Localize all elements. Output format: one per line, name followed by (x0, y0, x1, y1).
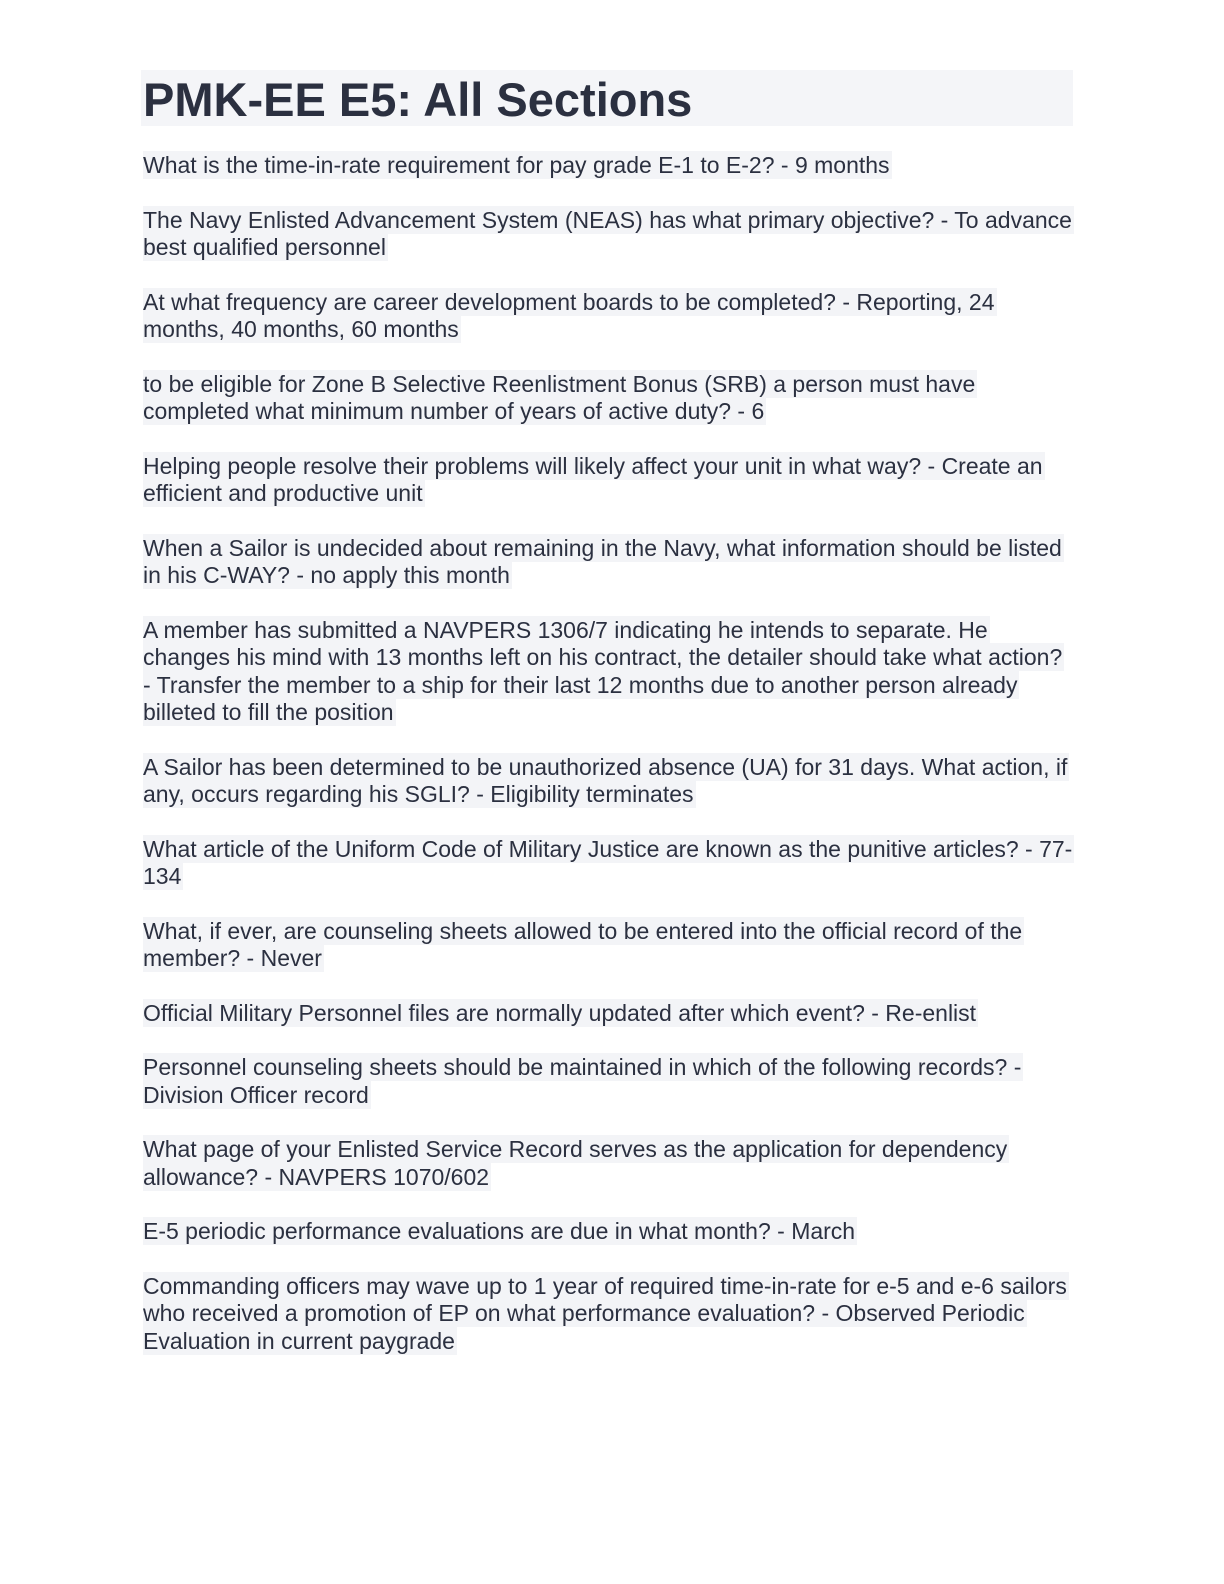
qa-item (143, 152, 1073, 180)
qa-item (143, 1136, 1073, 1191)
qa-text: Personnel counseling sheets should be maintained in which of the following records? - Division Officer record (143, 1054, 1022, 1108)
page-title: PMK-EE E5: All Sections (143, 73, 693, 126)
qa-item (143, 453, 1073, 508)
qa-text: What page of your Enlisted Service Record serves as the application for dependency allowance? - NAVPERS 1070/602 (143, 1136, 1008, 1190)
qa-text: E-5 periodic performance evaluations are due in what month? - March (143, 1218, 856, 1244)
qa-text: A member has submitted a NAVPERS 1306/7 indicating he intends to separate. He changes his mind with 13 months left on his contract, the detailer should take what action? - Transfer the member to a ship for their last 12 months due to another person already billeted to fill the position (143, 616, 1063, 725)
qa-item (143, 754, 1073, 809)
qa-text: What article of the Uniform Code of Military Justice are known as the punitive articles? - 77-134 (143, 835, 1073, 889)
qa-text: The Navy Enlisted Advancement System (NEAS) has what primary objective? - To advance best qualified personnel (143, 206, 1072, 260)
qa-item (143, 1218, 1073, 1246)
qa-text: What, if ever, are counseling sheets allowed to be entered into the official record of the member? - Never (143, 917, 1023, 971)
qa-text: Commanding officers may wave up to 1 year of required time-in-rate for e-5 and e-6 sailors who received a promotion of EP on what performance evaluation? - Observed Periodic Evaluation in current paygrade (143, 1272, 1067, 1354)
qa-item (143, 371, 1073, 426)
qa-item (143, 617, 1073, 727)
qa-item (143, 535, 1073, 590)
qa-item (143, 289, 1073, 344)
qa-text: Official Military Personnel files are normally updated after which event? - Re-enlist (143, 999, 977, 1026)
qa-item (143, 918, 1073, 973)
qa-text: When a Sailor is undecided about remaining in the Navy, what information should be listed in his C-WAY? - no apply this month (143, 534, 1062, 588)
qa-item (143, 1054, 1073, 1109)
qa-text: to be eligible for Zone B Selective Reenlistment Bonus (SRB) a person must have completed what minimum number of years of active duty? - 6 (143, 370, 976, 424)
qa-text: A Sailor has been determined to be unauthorized absence (UA) for 31 days. What action, if any, occurs regarding his SGLI? - Eligibility terminates (143, 753, 1068, 807)
document-page (143, 70, 1073, 1382)
qa-text: Helping people resolve their problems will likely affect your unit in what way? - Create an efficient and productive unit (143, 452, 1043, 506)
qa-item (143, 836, 1073, 891)
qa-item (143, 1000, 1073, 1028)
qa-item (143, 207, 1073, 262)
qa-item (143, 1273, 1073, 1356)
qa-list (143, 152, 1073, 1355)
qa-text: At what frequency are career development boards to be completed? - Reporting, 24 months, 40 months, 60 months (143, 288, 995, 342)
qa-text: What is the time-in-rate requirement for pay grade E-1 to E-2? - 9 months (143, 152, 890, 178)
title-bar (141, 70, 1073, 126)
